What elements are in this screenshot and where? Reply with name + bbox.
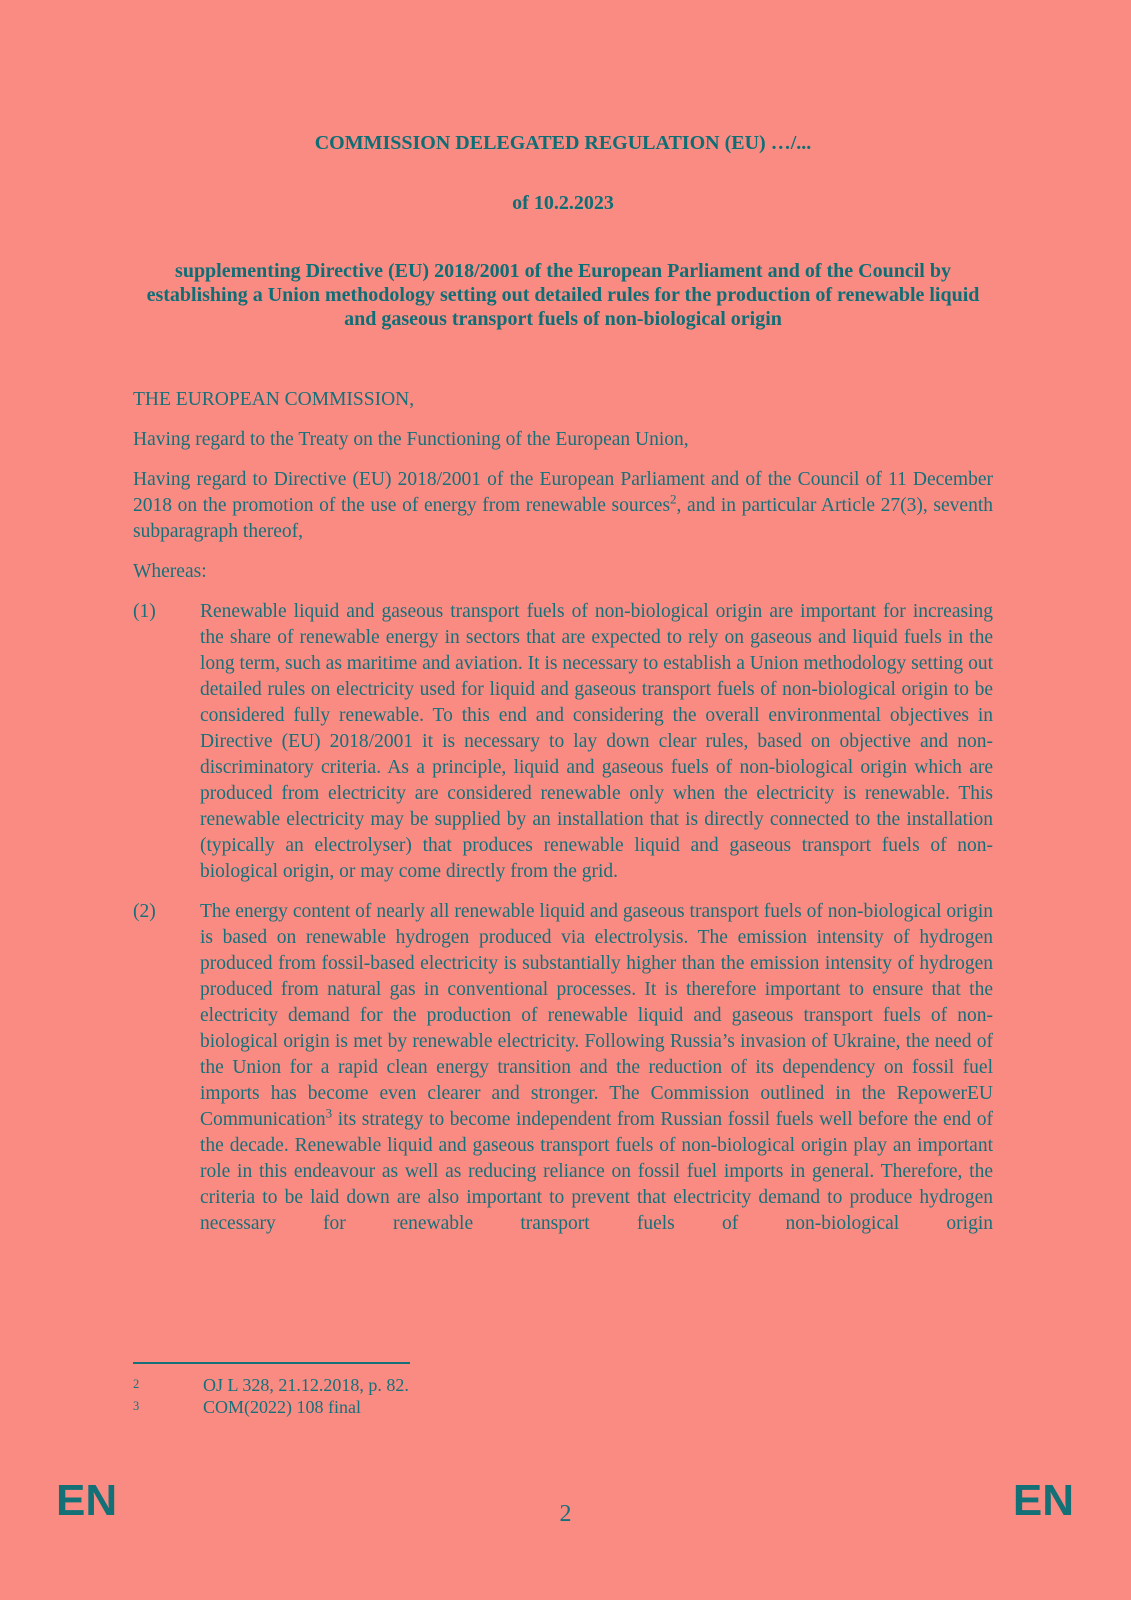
- recital-1: [133, 599, 993, 885]
- recital-2-text-part1: The energy content of nearly all renewable liquid and gaseous transport fuels of non-biological origin is based on renewable hydrogen produced via electrolysis. The emission intensity of hydrogen produced from fossil-based electricity is substantially higher than the emission intensity of hydrogen produced from natural gas in conventional processes. It is therefore important to ensure that the electricity demand for the production of renewable liquid and gaseous transport fuels of non-biological origin is met by renewable electricity. Following Russia’s invasion of Ukraine, the need of the Union for a rapid clean energy transition and the reduction of its dependency on fossil fuel imports has become even clearer and stronger. The Commission outlined in the RepowerEU Communication: [200, 901, 993, 1130]
- footnote-2-text: OJ L 328, 21.12.2018, p. 82.: [203, 1375, 409, 1395]
- document-title: COMMISSION DELEGATED REGULATION (EU) …/...: [314, 132, 812, 154]
- footnote-3: [133, 1396, 993, 1418]
- page-number: 2: [559, 1501, 572, 1527]
- recital-2-text: [200, 899, 993, 1237]
- footnote-reference-2: 2: [670, 491, 677, 507]
- whereas-label: Whereas:: [133, 561, 207, 582]
- footnote-3-marker: 3: [133, 1399, 140, 1413]
- citation-directive-text: Having regard to Directive (EU) 2018/2001 of the European Parliament and of the Council of 11 December 2018 on the promotion of the use of energy from renewable sources: [133, 469, 993, 516]
- footnotes-section: [133, 1362, 993, 1418]
- recital-2-text-part2: its strategy to become independent from Russian fossil fuels well before the end of the decade. Renewable liquid and gaseous transport fuels of non-biological origin play an important role in this endeavour as well as reducing reliance on fossil fuel imports in general. Therefore, the criteria to be laid down are also important to prevent that electricity demand to produce hydrogen necessary for renewable transport fuels of non-biological origin: [200, 1109, 993, 1234]
- citation-directive-text-continued: , and in particular Article 27(3), seventh subparagraph thereof,: [133, 495, 993, 542]
- language-code-left: EN: [56, 1476, 118, 1525]
- citation-directive: [133, 467, 993, 545]
- document-date-line: of 10.2.2023: [512, 192, 614, 214]
- footnote-separator-line: [133, 1362, 410, 1364]
- preamble-opening: THE EUROPEAN COMMISSION,: [133, 389, 415, 410]
- recital-2-number: (2): [133, 901, 156, 922]
- footnote-2-marker: 2: [133, 1377, 140, 1391]
- citation-treaty: Having regard to the Treaty on the Functioning of the European Union,: [133, 429, 689, 450]
- recital-1-number: (1): [133, 601, 156, 622]
- document-subtitle: supplementing Directive (EU) 2018/2001 of the European Parliament and of the Council by establishing a Union methodology setting out detailed rules for the production of renewable liquid and gaseous transport fuels of non-biological origin: [146, 260, 980, 330]
- document-body: [133, 0, 993, 1237]
- footnote-3-text: COM(2022) 108 final: [203, 1397, 361, 1417]
- footnote-2: [133, 1374, 993, 1396]
- recital-2: [133, 899, 993, 1237]
- recital-1-text: Renewable liquid and gaseous transport fuels of non-biological origin are important for increasing the share of renewable energy in sectors that are expected to rely on gaseous and liquid fuels in the long term, such as maritime and aviation. It is necessary to establish a Union methodology setting out detailed rules on electricity used for liquid and gaseous transport fuels of non-biological origin to be considered fully renewable. To this end and considering the overall environmental objectives in Directive (EU) 2018/2001 it is necessary to lay down clear rules, based on objective and non-discriminatory criteria. As a principle, liquid and gaseous fuels of non-biological origin which are produced from electricity are considered renewable only when the electricity is renewable. This renewable electricity may be supplied by an installation that is directly connected to the installation (typically an electrolyser) that produces renewable liquid and gaseous transport fuels of non-biological origin, or may come directly from the grid.: [200, 601, 993, 882]
- footnote-reference-3: 3: [325, 1105, 333, 1121]
- language-code-right: EN: [1012, 1476, 1074, 1525]
